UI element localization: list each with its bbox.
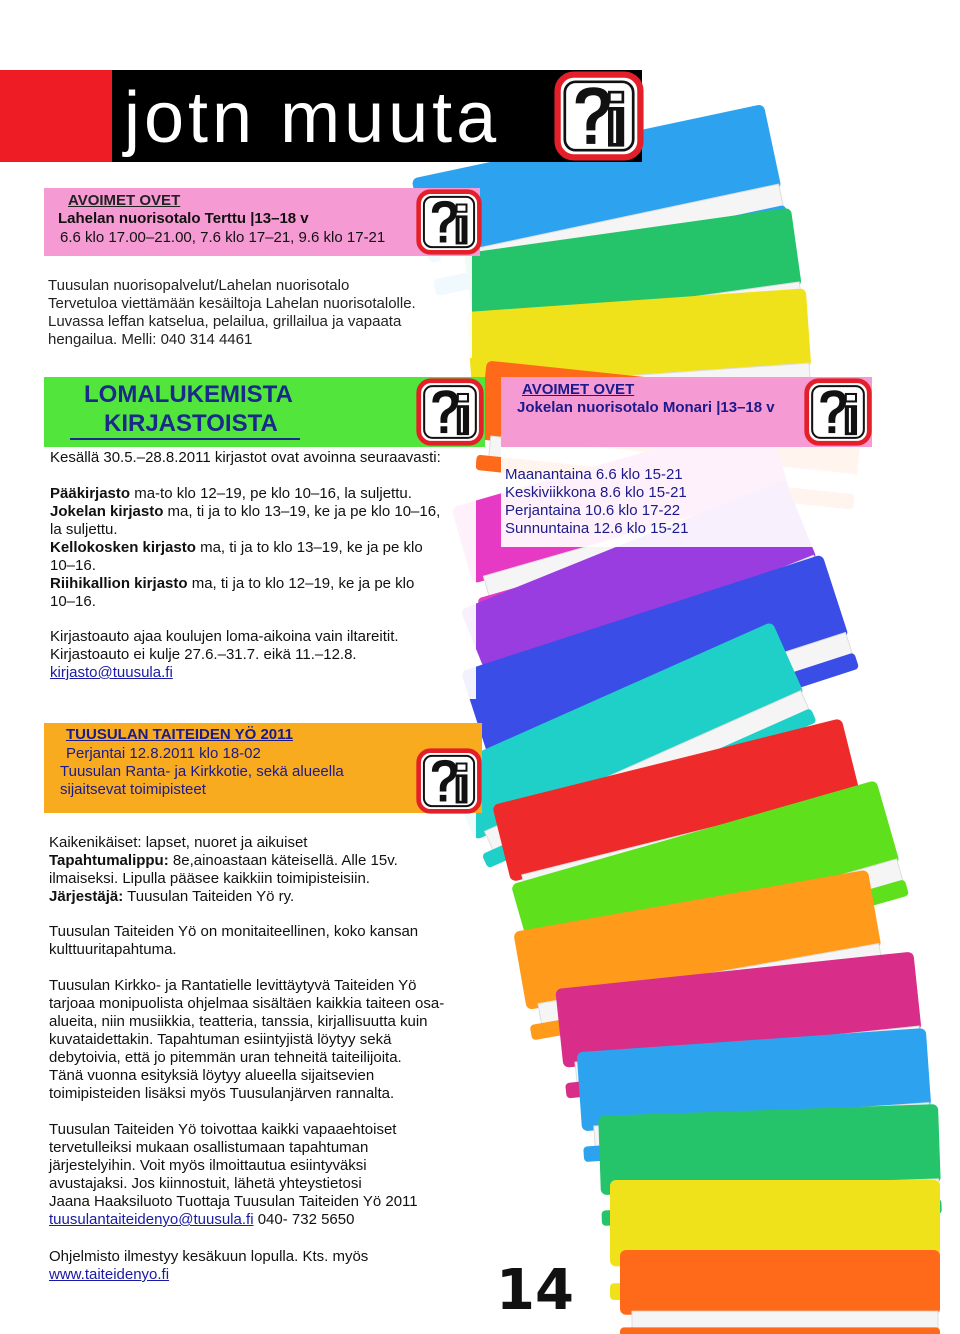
question-info-logo-icon (416, 748, 482, 814)
box3-subheading: Jokelan nuorisotalo Monari |13–18 v (517, 399, 775, 416)
question-info-logo-icon (804, 378, 872, 446)
library-item: Pääkirjasto ma-to klo 12–19, pe klo 10–16, la suljettu. (50, 485, 412, 502)
box2-bus-info: Kirjastoauto ajaa koulujen loma-aikoina vain iltareitit. Kirjastoauto ei kulje 27.6.–31.7. eikä 11.–12.8. kirjasto@tuusula.fi (50, 628, 399, 681)
box4-para1: Tuusulan Taiteiden Yö on monitaiteellinen, koko kansan kulttuuritapahtuma. (49, 923, 419, 958)
box1-heading: AVOIMET OVET (68, 192, 181, 209)
page-title: jotn muuta (124, 78, 501, 158)
box1-dates: 6.6 klo 17.00–21.00, 7.6 klo 17–21, 9.6 klo 17-21 (60, 229, 386, 246)
box4-program: Ohjelmisto ilmestyy kesäkuun lopulla. Kts. myös www.taiteidenyo.fi (49, 1248, 369, 1283)
box2-heading-underline (70, 438, 300, 440)
website-link[interactable]: www.taiteidenyo.fi (49, 1266, 170, 1283)
contact-email-link[interactable]: tuusulantaiteidenyo@tuusula.fi (49, 1211, 254, 1228)
box4-place: Tuusulan Ranta- ja Kirkkotie, sekä alueella sijaitsevat toimipisteet (60, 763, 344, 798)
box1-text: Tuusulan nuorisopalvelut/Lahelan nuorisotalo Tervetuloa viettämään kesäiltoja Lahelan nuorisotalolle. Luvassa leffan katselua, pelailua, grillailua ja vapaata hengailua. Melli: 040 314 4461 (48, 277, 416, 348)
box2-libraries: Pääkirjasto ma-to klo 12–19, pe klo 10–16, la suljettu. Jokelan kirjasto ma, ti ja to klo 13–19, ke ja pe klo 10–16, la suljettu. Kellokosken kirjasto ma, ti ja to klo 13–19, ke ja pe klo 10–16. Riihikallion kirjasto ma, ti ja to klo 12–19, ke ja pe klo 10–16. (50, 485, 478, 611)
library-email-link[interactable]: kirjasto@tuusula.fi (50, 664, 173, 681)
question-info-logo-icon (554, 70, 644, 162)
box3-heading: AVOIMET OVET (522, 381, 635, 398)
box4-para2: Tuusulan Kirkko- ja Rantatielle levittäytyvä Taiteiden Yö tarjoaa monipuolista ohjelmaa sisältäen kaikkia taiteen osa- alueita, niin musiikkia, teatteria, tanssia, kirjallisuutta kuin kuvataidettakin. Tapahtuman esiintyjistä löytyy sekä debytoivia, että jo pitemmän uran tehneitä taiteilijoita. Tänä vuonna esityksiä löytyy alueella sijaitsevien toimipisteiden lisäksi myös Tuusulanjärven rannalta. (49, 977, 445, 1102)
library-item: Jokelan kirjasto ma, ti ja to klo 13–19, ke ja pe klo 10–16, (50, 503, 441, 520)
question-info-logo-icon (416, 188, 482, 256)
library-item: Riihikallion kirjasto ma, ti ja to klo 12–19, ke ja pe klo (50, 575, 415, 592)
page-number: 14 (496, 1258, 574, 1323)
box2-intro: Kesällä 30.5.–28.8.2011 kirjastot ovat avoinna seuraavasti: (50, 449, 441, 466)
box1-subheading: Lahelan nuorisotalo Terttu |13–18 v (58, 210, 309, 227)
box3-times: Maanantaina 6.6 klo 15-21 Keskiviikkona 8.6 klo 15-21 Perjantaina 10.6 klo 17-22 Sunnuntaina 12.6 klo 15-21 (505, 466, 689, 537)
box4-details: Kaikenikäiset: lapset, nuoret ja aikuiset Tapahtumalippu: 8e,ainoastaan käteisellä. Alle 15v. ilmaiseksi. Lipulla pääsee kaikkiin toimipisteisiin. Järjestäjä: Tuusulan Taiteiden Yö ry. (49, 834, 398, 905)
box4-date: Perjantai 12.8.2011 klo 18-02 (66, 745, 261, 762)
box2-heading-line2: KIRJASTOISTA (104, 410, 278, 437)
header-red-bar (0, 70, 118, 162)
box4-heading: TUUSULAN TAITEIDEN YÖ 2011 (66, 726, 293, 743)
question-info-logo-icon (416, 378, 484, 446)
box4-para3: Tuusulan Taiteiden Yö toivottaa kaikki vapaaehtoiset tervetulleiksi mukaan osallistumaan tapahtuman järjestelyihin. Voit myös ilmoittautua esiintyväksi avustajaksi. Jos kiinnostuit, lähetä yhteystietosi Jaana Haaksiluoto Tuottaja Tuusulan Taiteiden Yö 2011 tuusulantaiteidenyo@tuusula.fi 040- 732 5650 (49, 1121, 418, 1228)
book-graphic (620, 1250, 940, 1334)
box2-heading-line1: LOMALUKEMISTA (84, 381, 293, 408)
library-item: Kellokosken kirjasto ma, ti ja to klo 13–19, ke ja pe klo (50, 539, 423, 556)
